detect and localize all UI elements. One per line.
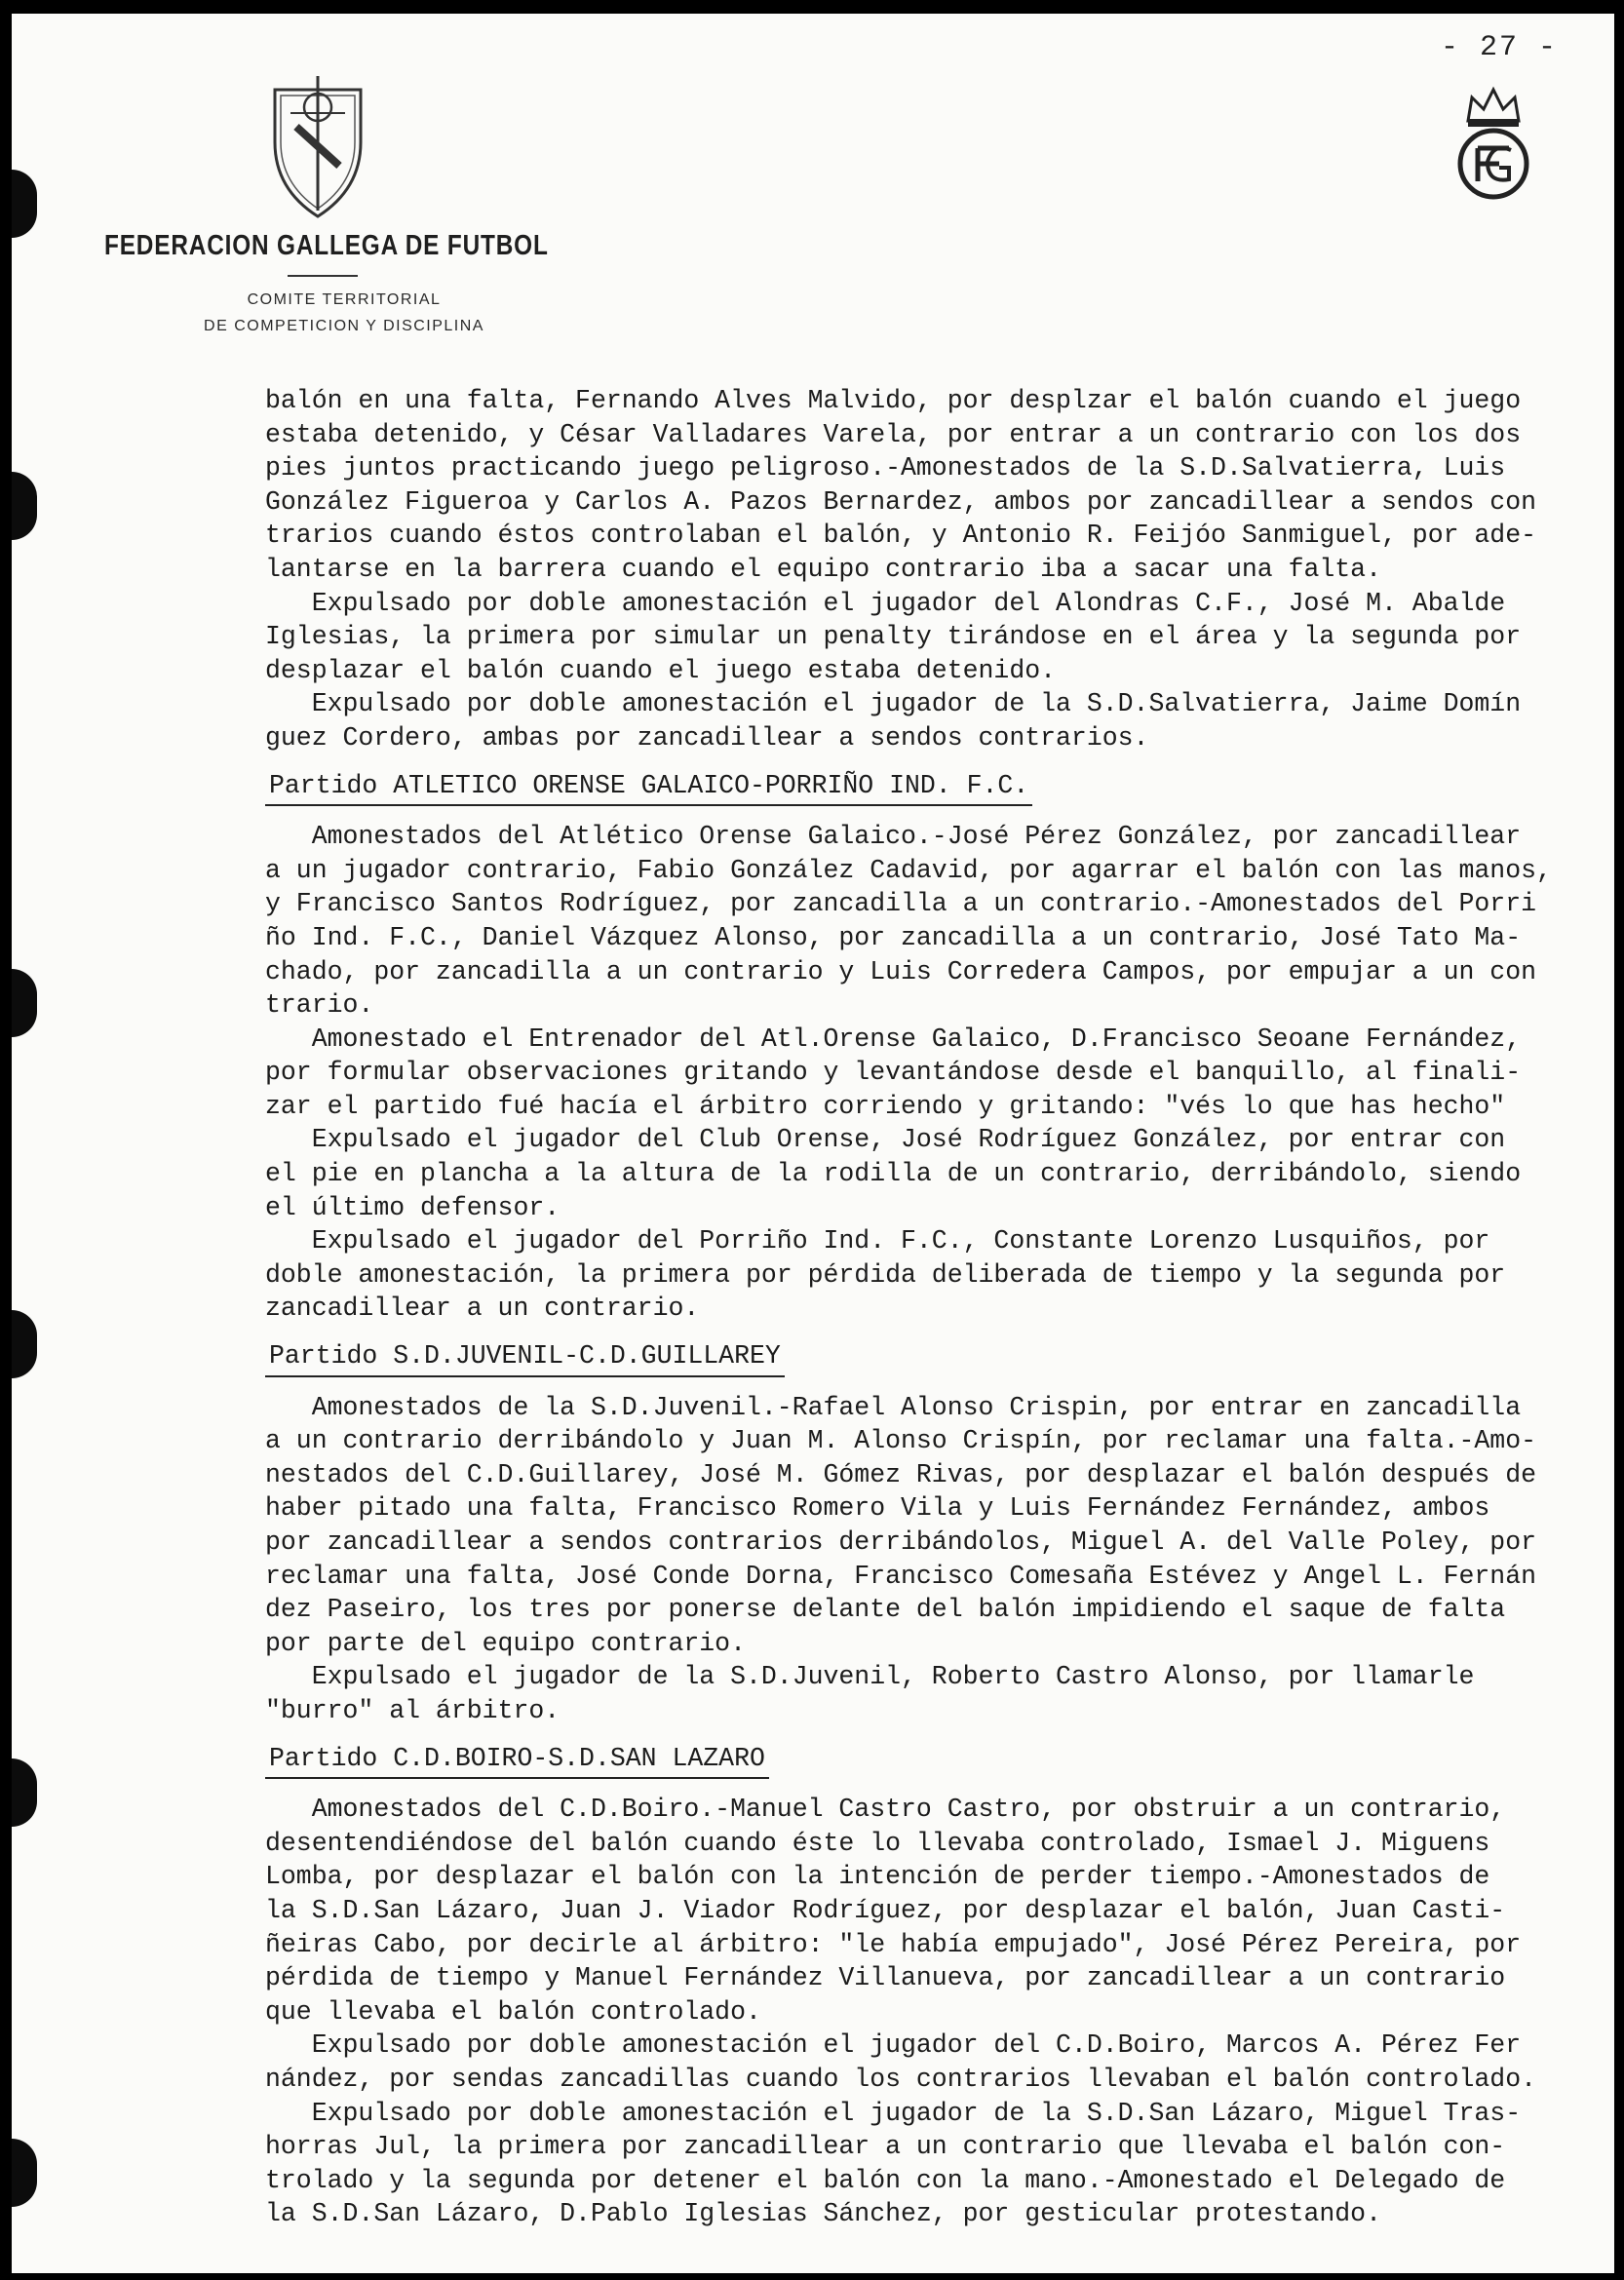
match-section-title — [265, 1728, 1610, 1794]
committee-name — [135, 287, 554, 339]
text-line: Expulsado por doble amonestación el jugador de la S.D.San Lázaro, Miguel Tras- — [265, 2098, 1522, 2128]
federation-name: FEDERACION GALLEGA DE FUTBOL — [104, 230, 549, 261]
text-line: Expulsado por doble amonestación el jugador del C.D.Boiro, Marcos A. Pérez Fer — [265, 2030, 1522, 2061]
text-line: por parte del equipo contrario. — [265, 1628, 746, 1658]
text-line: Amonestados del C.D.Boiro.-Manuel Castro Castro, por obstruir a un contrario, — [265, 1795, 1506, 1825]
match-section-title — [265, 755, 1610, 821]
sanction-paragraph — [265, 1793, 1610, 2029]
sanction-paragraph — [265, 1123, 1610, 1224]
text-line: Expulsado por doble amonestación el jugador del Alondras C.F., José M. Abalde — [265, 588, 1506, 618]
text-line: a un jugador contrario, Fabio González Cadavid, por agarrar el balón con las manos, — [265, 855, 1552, 885]
text-line: y Francisco Santos Rodríguez, por zancadilla a un contrario.-Amonestados del Porri — [265, 889, 1537, 919]
text-line: González Figueroa y Carlos A. Pazos Bernardez, ambos por zancadillear a sendos con — [265, 486, 1537, 517]
match-title-text: Partido ATLETICO ORENSE GALAICO-PORRIÑO IND. F.C. — [265, 769, 1032, 807]
text-line: doble amonestación, la primera por pérdida deliberada de tiempo y la segunda por — [265, 1259, 1506, 1290]
sanction-paragraph — [265, 1224, 1610, 1326]
sanction-paragraph — [265, 1391, 1610, 1661]
page-number: - 27 - — [1440, 31, 1558, 64]
text-line: Expulsado el jugador de la S.D.Juvenil, Roberto Castro Alonso, por llamarle — [265, 1662, 1475, 1692]
text-line: lantarse en la barrera cuando el equipo contrario iba a sacar una falta. — [265, 554, 1381, 584]
text-line: que llevaba el balón controlado. — [265, 1996, 761, 2027]
sanction-paragraph — [265, 587, 1610, 688]
text-line: Expulsado el jugador del Porriño Ind. F.C., Constante Lorenzo Lusquiños, por — [265, 1226, 1490, 1256]
match-section-title — [265, 1326, 1610, 1391]
text-line: horras Jul, la primera por zancadillear a un contrario que llevaba el balón con- — [265, 2132, 1506, 2162]
text-line: trolado y la segunda por detener el balón con la mano.-Amonestado el Delegado de — [265, 2165, 1506, 2195]
header-divider — [288, 275, 358, 277]
committee-line-2: DE COMPETICION Y DISCIPLINA — [204, 318, 484, 334]
committee-line-1: COMITE TERRITORIAL — [247, 291, 442, 308]
match-title-text: Partido C.D.BOIRO-S.D.SAN LAZARO — [265, 1742, 769, 1780]
text-line: trarios cuando éstos controlaban el balón, y Antonio R. Feijóo Sanmiguel, por ade- — [265, 521, 1537, 551]
text-line: pérdida de tiempo y Manuel Fernández Villanueva, por zancadillear a un contrario — [265, 1963, 1506, 1993]
text-line: nestados del C.D.Guillarey, José M. Gómez Rivas, por desplazar el balón después de — [265, 1459, 1537, 1489]
sanction-paragraph — [265, 384, 1610, 587]
text-line: zancadillear a un contrario. — [265, 1294, 700, 1324]
text-line: por formular observaciones gritando y levantándose desde el banquillo, al finali- — [265, 1058, 1522, 1088]
sanction-paragraph — [265, 1660, 1610, 1727]
text-line: Iglesias, la primera por simular un penalty tirándose en el área y la segunda por — [265, 622, 1522, 652]
sanction-paragraph — [265, 820, 1610, 1023]
text-line: Lomba, por desplazar el balón con la intención de perder tiempo.-Amonestados de — [265, 1862, 1490, 1892]
text-line: a un contrario derribándolo y Juan M. Alonso Crispín, por reclamar una falta.-Amo- — [265, 1426, 1537, 1456]
text-line: desplazar el balón cuando el juego estaba detenido. — [265, 655, 1057, 685]
document-body — [265, 384, 1610, 2231]
sanction-paragraph — [265, 1023, 1610, 1124]
text-line: estaba detenido, y César Valladares Varela, por entrar a un contrario con los dos — [265, 419, 1522, 449]
text-line: balón en una falta, Fernando Alves Malvido, por desplzar el balón cuando el juego — [265, 386, 1522, 415]
text-line: Amonestados del Atlético Orense Galaico.-José Pérez González, por zancadillear — [265, 822, 1522, 852]
text-line: guez Cordero, ambas por zancadillear a sendos contrarios. — [265, 722, 1149, 753]
scan-edge-binding-marks — [12, 14, 51, 2273]
crowned-monogram-icon — [1449, 78, 1538, 201]
text-line: nández, por sendas zancadillas cuando los contrarios llevaban el balón controlado. — [265, 2064, 1537, 2094]
text-line: Expulsado por doble amonestación el jugador de la S.D.Salvatierra, Jaime Domín — [265, 689, 1522, 719]
text-line: por zancadillear a sendos contrarios derribándolos, Miguel A. del Valle Poley, por — [265, 1527, 1537, 1557]
text-line: reclamar una falta, José Conde Dorna, Francisco Comesaña Estévez y Angel L. Fernán — [265, 1561, 1537, 1591]
text-line: Amonestado el Entrenador del Atl.Orense Galaico, D.Francisco Seoane Fernández, — [265, 1024, 1522, 1054]
text-line: "burro" al árbitro. — [265, 1695, 561, 1725]
sanction-paragraph — [265, 687, 1610, 754]
text-line: Expulsado el jugador del Club Orense, José Rodríguez González, por entrar con — [265, 1125, 1506, 1155]
document-page — [12, 14, 1614, 2273]
match-title-text: Partido S.D.JUVENIL-C.D.GUILLAREY — [265, 1339, 785, 1377]
text-line: desentendiéndose del balón cuando éste lo llevaba controlado, Ismael J. Miguens — [265, 1828, 1490, 1858]
text-line: la S.D.San Lázaro, D.Pablo Iglesias Sánchez, por gesticular protestando. — [265, 2199, 1381, 2229]
text-line: haber pitado una falta, Francisco Romero Vila y Luis Fernández Fernández, ambos — [265, 1493, 1490, 1524]
text-line: el último defensor. — [265, 1192, 561, 1222]
text-line: Amonestados de la S.D.Juvenil.-Rafael Alonso Crispin, por entrar en zancadilla — [265, 1392, 1522, 1422]
text-line: zar el partido fué hacía el árbitro corriendo y gritando: "vés lo que has hecho" — [265, 1091, 1506, 1121]
text-line: chado, por zancadilla a un contrario y Luis Corredera Campos, por empujar a un con — [265, 956, 1537, 986]
sanction-paragraph — [265, 2029, 1610, 2096]
text-line: el pie en plancha a la altura de la rodilla de un contrario, derribándolo, siendo — [265, 1159, 1522, 1189]
sanction-paragraph — [265, 2097, 1610, 2231]
federation-shield-icon — [271, 74, 365, 220]
text-line: la S.D.San Lázaro, Juan J. Viador Rodríguez, por desplazar el balón, Juan Casti- — [265, 1895, 1506, 1925]
text-line: trario. — [265, 990, 374, 1021]
text-line: pies juntos practicando juego peligroso.-Amonestados de la S.D.Salvatierra, Luis — [265, 453, 1506, 483]
text-line: dez Paseiro, los tres por ponerse delante del balón impidiendo el saque de falta — [265, 1595, 1506, 1625]
text-line: ñeiras Cabo, por decirle al árbitro: "le había empujado", José Pérez Pereira, por — [265, 1929, 1522, 1959]
text-line: ño Ind. F.C., Daniel Vázquez Alonso, por zancadilla a un contrario, José Tato Ma- — [265, 922, 1522, 952]
